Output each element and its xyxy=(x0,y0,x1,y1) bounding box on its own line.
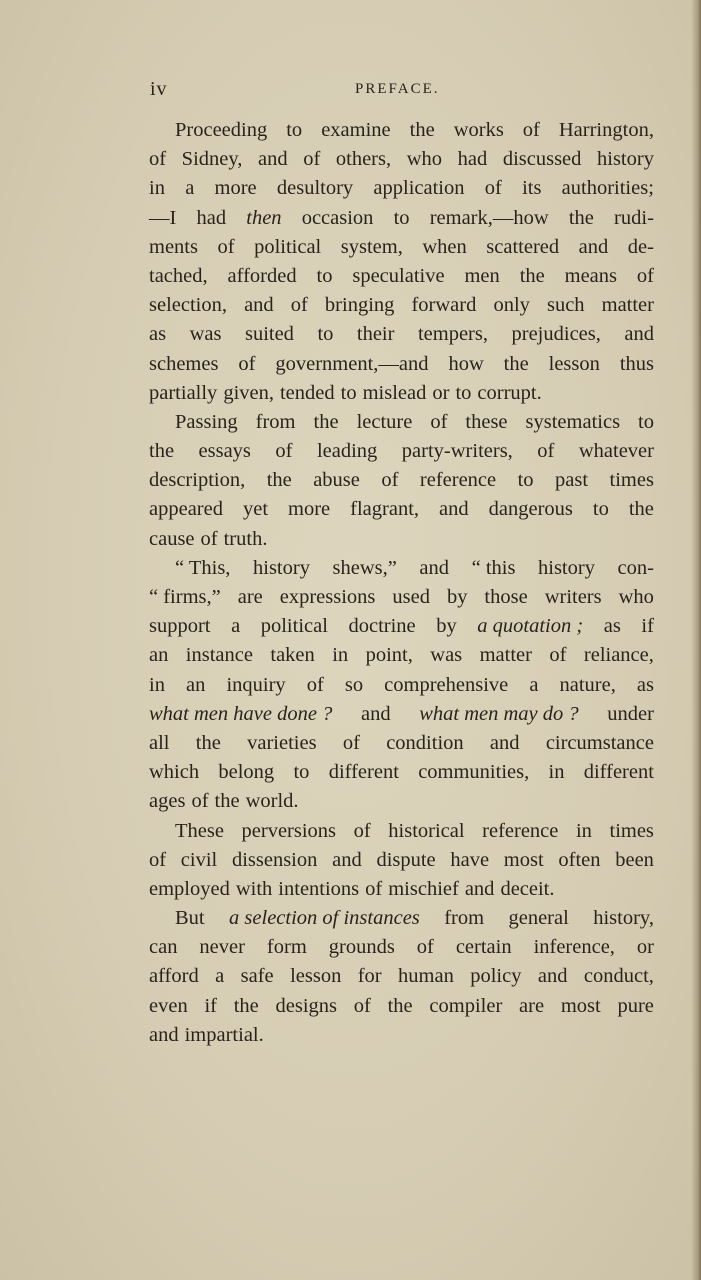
text-word: truth. xyxy=(223,527,268,550)
text-word: and xyxy=(464,877,495,900)
text-word: or xyxy=(432,381,450,404)
text-word: employed xyxy=(149,877,230,900)
text-word: a xyxy=(215,965,225,988)
text-word: others, xyxy=(335,148,392,171)
text-line xyxy=(149,408,654,437)
text-word: dispute xyxy=(376,848,436,871)
text-word: these xyxy=(465,410,508,433)
text-word: from xyxy=(444,907,485,930)
text-word: historical xyxy=(388,819,465,842)
text-line xyxy=(149,875,654,904)
text-word: partially xyxy=(149,381,218,404)
text-word: to xyxy=(316,264,333,287)
text-word: instance xyxy=(185,644,253,667)
text-word: to xyxy=(638,410,654,433)
text-word: leading xyxy=(316,440,378,463)
text-word: human xyxy=(398,965,454,988)
text-word: the xyxy=(568,206,594,229)
text-word: to xyxy=(517,469,534,492)
text-word: —I xyxy=(149,206,177,229)
text-word: of xyxy=(365,877,383,900)
text-word: lecture xyxy=(356,410,413,433)
text-word: was xyxy=(430,644,463,667)
text-word: doctrine xyxy=(348,615,416,638)
text-line xyxy=(149,233,654,262)
text-word: had xyxy=(457,148,488,171)
text-word: belong xyxy=(218,761,275,784)
text-word: compiler xyxy=(429,994,503,1017)
text-word: in xyxy=(548,761,565,784)
text-word: was xyxy=(189,323,222,346)
text-word: when xyxy=(422,235,467,258)
text-word: varieties xyxy=(247,731,317,754)
text-word: then xyxy=(246,206,282,229)
text-word: tempers, xyxy=(417,323,488,346)
text-word: authorities; xyxy=(561,177,654,200)
text-word: shews,” xyxy=(332,556,397,579)
text-line xyxy=(149,817,654,846)
text-word: a quotation ; xyxy=(477,615,584,638)
text-word: con- xyxy=(617,556,654,579)
text-word: “ firms,” xyxy=(149,586,221,608)
text-word: such xyxy=(546,294,585,317)
page-header xyxy=(150,78,655,106)
text-word: These xyxy=(175,819,224,842)
text-word: what men have done ? xyxy=(149,702,333,725)
text-word: of xyxy=(549,644,567,667)
text-word: tended xyxy=(279,381,335,404)
text-word: application xyxy=(373,177,465,200)
text-word: and xyxy=(578,235,609,258)
text-word: de- xyxy=(627,235,654,258)
text-word: lesson xyxy=(548,352,600,375)
text-word: who xyxy=(406,148,443,171)
text-word: and xyxy=(624,323,654,346)
text-word: means xyxy=(564,264,618,287)
text-word: condition xyxy=(386,731,464,754)
text-word: the xyxy=(313,410,339,433)
text-word: suited xyxy=(244,323,294,346)
text-word: dangerous xyxy=(488,498,573,521)
text-word: to xyxy=(317,323,334,346)
text-word: with xyxy=(235,877,273,900)
text-word: deceit. xyxy=(500,877,555,900)
text-word: and xyxy=(537,965,568,988)
text-word: history, xyxy=(593,907,654,930)
text-word: of xyxy=(149,848,167,871)
text-word: of xyxy=(416,936,434,959)
text-word: and xyxy=(419,556,450,579)
text-word: inquiry xyxy=(226,673,286,696)
text-word: discussed xyxy=(502,148,582,171)
text-word: taken xyxy=(270,644,315,667)
text-word: often xyxy=(558,848,601,871)
text-word: of xyxy=(149,148,167,171)
page-number: iv xyxy=(150,78,168,100)
text-word: general xyxy=(508,907,569,930)
text-word: Passing xyxy=(175,410,238,433)
text-word: system, xyxy=(340,235,403,258)
text-word: prejudices, xyxy=(511,323,601,346)
text-word: support xyxy=(149,615,211,638)
text-line xyxy=(149,466,654,495)
text-word: tached, xyxy=(149,264,208,287)
text-word: government,—and xyxy=(275,352,429,375)
text-line xyxy=(149,350,654,379)
text-word: of xyxy=(522,119,540,141)
text-word: given, xyxy=(223,381,274,404)
text-word: Proceeding xyxy=(175,119,268,141)
text-word: examine xyxy=(321,119,391,141)
text-word: what men may do ? xyxy=(419,702,579,725)
text-word: those xyxy=(484,586,528,608)
text-line xyxy=(149,204,654,233)
text-line xyxy=(149,145,654,174)
text-word: political xyxy=(260,615,328,638)
text-line xyxy=(149,787,654,816)
text-word: different xyxy=(328,761,399,784)
text-word: more xyxy=(214,177,257,200)
text-line xyxy=(149,671,654,700)
text-word: of xyxy=(217,235,235,258)
text-word: yet xyxy=(242,498,269,521)
text-word: of xyxy=(537,440,555,463)
text-word: of xyxy=(353,994,371,1017)
text-word: their xyxy=(356,323,395,346)
text-word: policy xyxy=(470,965,522,988)
text-word: as xyxy=(603,615,621,638)
text-word: rudi- xyxy=(614,206,654,229)
text-word: “ This, xyxy=(175,556,231,579)
text-word: speculative xyxy=(352,264,445,287)
text-line xyxy=(149,962,654,991)
text-word: of xyxy=(381,469,399,492)
text-word: a xyxy=(529,673,539,696)
text-word: certain xyxy=(455,936,512,959)
text-word: of xyxy=(342,731,360,754)
text-word: the xyxy=(519,264,545,287)
text-word: afforded xyxy=(227,264,297,287)
text-word: afford xyxy=(149,965,199,988)
text-word: or xyxy=(636,936,654,959)
text-word: desultory xyxy=(276,177,354,200)
text-line xyxy=(149,174,654,203)
text-word: by xyxy=(436,615,457,638)
text-word: comprehensive xyxy=(384,673,509,696)
text-word: even xyxy=(149,994,188,1017)
text-word: essays xyxy=(198,440,251,463)
text-word: safe xyxy=(240,965,274,988)
text-word: been xyxy=(615,848,654,871)
text-word: the xyxy=(149,440,175,463)
text-word: used xyxy=(392,586,430,608)
text-word: history xyxy=(597,148,654,171)
text-word: the xyxy=(195,731,221,754)
text-word: cause xyxy=(149,527,195,550)
text-word: thus xyxy=(619,352,654,375)
text-word: mislead xyxy=(362,381,427,404)
text-line xyxy=(149,116,654,145)
text-word: from xyxy=(255,410,296,433)
text-word: of xyxy=(430,410,448,433)
text-word: and xyxy=(332,848,362,871)
text-word: an xyxy=(186,673,206,696)
text-word: the xyxy=(214,790,240,813)
text-word: matter xyxy=(601,294,654,317)
text-line xyxy=(149,320,654,349)
text-word: description, xyxy=(149,469,246,492)
text-word: ments xyxy=(149,235,198,258)
text-line xyxy=(149,904,654,933)
text-word: lesson xyxy=(290,965,342,988)
text-word: are xyxy=(519,994,545,1017)
text-word: remark,—how xyxy=(429,206,549,229)
text-line xyxy=(149,641,654,670)
text-word: perversions xyxy=(241,819,337,842)
text-line xyxy=(149,758,654,787)
text-word: its xyxy=(522,177,542,200)
text-word: and xyxy=(149,1023,179,1046)
text-word: the xyxy=(628,498,654,521)
text-line xyxy=(149,437,654,466)
text-word: had xyxy=(196,206,227,229)
text-word: more xyxy=(288,498,331,521)
text-word: can xyxy=(149,936,178,959)
text-line xyxy=(149,583,654,612)
text-word: reliance, xyxy=(583,644,654,667)
text-word: political xyxy=(254,235,322,258)
text-line xyxy=(149,729,654,758)
text-word: abuse xyxy=(313,469,360,492)
page-edge-shadow xyxy=(691,0,701,1280)
text-word: as xyxy=(636,673,654,696)
text-word: most xyxy=(560,994,601,1017)
text-word: only xyxy=(493,294,530,317)
text-word: never xyxy=(199,936,245,959)
text-word: have xyxy=(450,848,490,871)
text-word: a xyxy=(231,615,241,638)
text-word: of xyxy=(191,790,209,813)
text-word: communities, xyxy=(418,761,530,784)
text-word: of xyxy=(200,527,218,550)
text-line xyxy=(149,291,654,320)
text-word: different xyxy=(583,761,654,784)
text-word: pure xyxy=(617,994,654,1017)
text-word: of xyxy=(636,264,654,287)
text-word: and xyxy=(258,148,288,171)
text-word: a xyxy=(185,177,195,200)
text-word: civil xyxy=(180,848,218,871)
text-word: of xyxy=(484,177,502,200)
text-word: who xyxy=(618,586,654,608)
text-word: expressions xyxy=(279,586,376,608)
text-word: ages xyxy=(149,790,186,813)
text-word: party-writers, xyxy=(401,440,513,463)
text-word: past xyxy=(555,469,589,492)
text-word: conduct, xyxy=(583,965,654,988)
text-word: by xyxy=(446,586,468,608)
running-head: PREFACE. xyxy=(355,81,440,97)
text-word: But xyxy=(175,907,205,930)
text-word: the xyxy=(266,469,292,492)
text-word: which xyxy=(149,761,200,784)
text-line xyxy=(149,495,654,524)
text-word: impartial. xyxy=(184,1023,264,1046)
text-word: flagrant, xyxy=(350,498,420,521)
text-word: the xyxy=(409,119,435,141)
text-word: mischief xyxy=(388,877,459,900)
text-word: Sidney, xyxy=(181,148,243,171)
text-word: writers xyxy=(544,586,602,608)
text-word: and xyxy=(489,731,520,754)
text-word: times xyxy=(609,469,654,492)
text-word: of xyxy=(290,294,308,317)
text-word: in xyxy=(332,644,349,667)
text-word: grounds xyxy=(328,936,395,959)
text-word: and xyxy=(244,294,274,317)
text-word: most xyxy=(503,848,544,871)
text-word: bringing xyxy=(324,294,395,317)
text-line xyxy=(149,933,654,962)
text-word: times xyxy=(609,819,654,842)
text-word: point, xyxy=(365,644,413,667)
text-word: designs xyxy=(275,994,338,1017)
text-word: of xyxy=(238,352,256,375)
text-word: in xyxy=(149,177,165,200)
text-word: and xyxy=(360,702,391,725)
text-line xyxy=(149,1021,654,1050)
text-word: the xyxy=(233,994,259,1017)
text-word: to xyxy=(286,119,303,141)
text-line xyxy=(149,612,654,641)
text-line xyxy=(149,992,654,1021)
text-word: an xyxy=(149,644,169,667)
text-word: occasion xyxy=(301,206,374,229)
text-word: nature, xyxy=(559,673,616,696)
text-word: reference xyxy=(419,469,497,492)
text-word: if xyxy=(641,615,654,638)
text-word: intentions xyxy=(278,877,360,900)
text-word: men xyxy=(464,264,500,287)
text-word: of xyxy=(306,673,324,696)
text-word: whatever xyxy=(578,440,654,463)
text-word: of xyxy=(303,148,321,171)
text-word: to xyxy=(293,761,310,784)
text-word: to xyxy=(455,381,472,404)
text-word: of xyxy=(275,440,293,463)
text-word: in xyxy=(149,673,165,696)
text-word: to xyxy=(592,498,609,521)
text-word: selection, xyxy=(149,294,227,317)
text-word: works xyxy=(453,119,504,141)
text-word: “ this xyxy=(471,556,516,579)
text-word: the xyxy=(503,352,529,375)
text-word: to xyxy=(393,206,410,229)
text-word: scattered xyxy=(486,235,560,258)
text-line xyxy=(149,525,654,554)
text-word: appeared xyxy=(149,498,223,521)
text-word: matter xyxy=(479,644,532,667)
text-line xyxy=(149,262,654,291)
text-word: all xyxy=(149,731,170,754)
text-line xyxy=(149,554,654,583)
text-word: of xyxy=(353,819,371,842)
text-word: history xyxy=(253,556,310,579)
text-word: circumstance xyxy=(545,731,654,754)
text-word: so xyxy=(344,673,364,696)
text-word: under xyxy=(607,702,654,725)
text-line xyxy=(149,846,654,875)
text-word: corrupt. xyxy=(477,381,542,404)
text-word: the xyxy=(387,994,413,1017)
text-word: Harrington, xyxy=(558,119,654,141)
text-word: world. xyxy=(245,790,299,813)
text-word: to xyxy=(340,381,357,404)
text-word: schemes xyxy=(149,352,219,375)
text-word: and xyxy=(439,498,469,521)
text-word: as xyxy=(149,323,167,346)
text-word: are xyxy=(237,586,263,608)
text-word: form xyxy=(266,936,307,959)
text-word: dissension xyxy=(231,848,318,871)
text-line xyxy=(149,379,654,408)
text-word: forward xyxy=(411,294,477,317)
text-word: how xyxy=(448,352,484,375)
text-word: reference xyxy=(482,819,559,842)
text-line xyxy=(149,700,654,729)
text-word: inference, xyxy=(533,936,615,959)
text-word: for xyxy=(357,965,382,988)
text-word: if xyxy=(204,994,217,1017)
text-word: systematics xyxy=(525,410,621,433)
body-text xyxy=(149,116,654,1050)
text-word: in xyxy=(575,819,592,842)
text-word: history xyxy=(538,556,595,579)
text-word: a selection of instances xyxy=(229,907,420,930)
